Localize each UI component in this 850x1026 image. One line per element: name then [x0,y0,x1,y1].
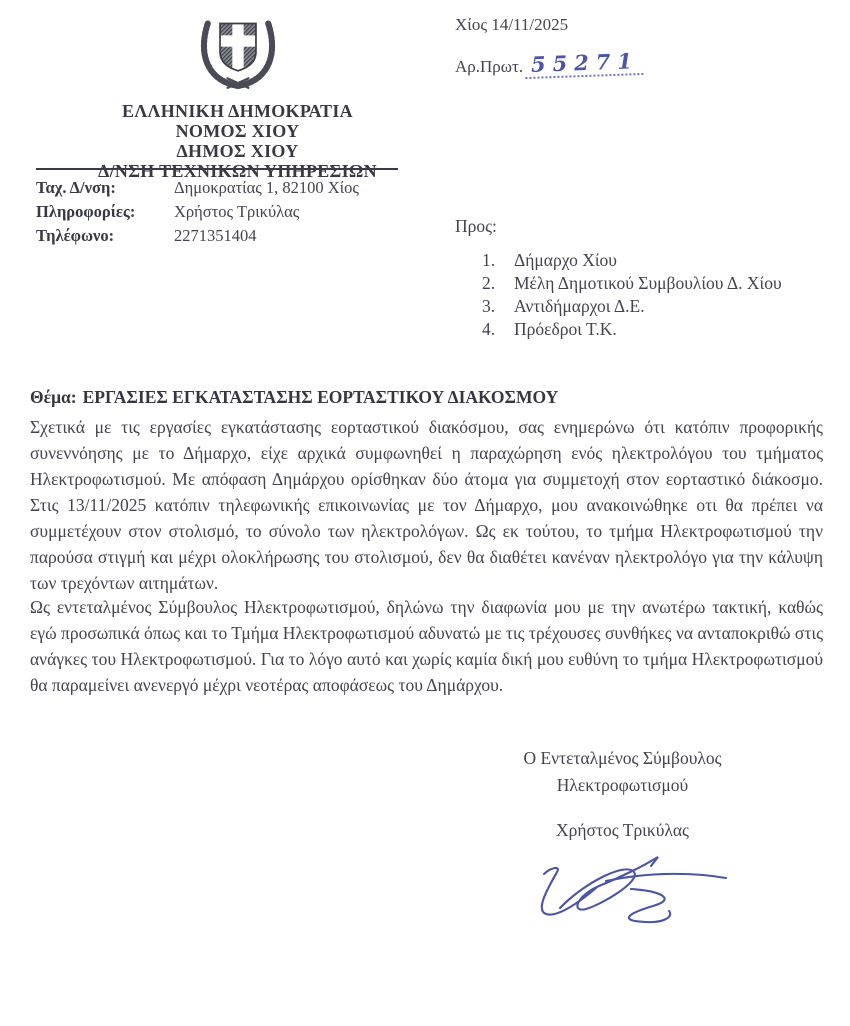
recipient-number: 1. [482,250,496,270]
org-line-directorate: Δ/ΝΣΗ ΤΕΧΝΙΚΩΝ ΥΠΗΡΕΣΙΩΝ [98,161,377,181]
info-value: Χρήστος Τρικύλας [174,202,300,221]
org-line-prefecture: ΝΟΜΟΣ ΧΙΟΥ [175,121,300,141]
greek-coat-of-arms-icon [30,10,445,95]
info-label: Πληροφορίες: [36,202,136,221]
recipients-label: Προς: [455,216,497,236]
protocol-label: Αρ.Πρωτ. [455,57,524,76]
recipient-text: Πρόεδροι Τ.Κ. [514,319,617,339]
recipient-number: 4. [482,319,496,339]
contact-row-address [36,176,446,200]
recipient-item [482,272,822,295]
address-value: Δημοκρατίας 1, 82100 Χίος [174,178,359,197]
signature-name: Χρήστος Τρικύλας [556,820,689,840]
recipient-text: Μέλη Δημοτικού Συμβουλίου Δ. Χίου [514,273,782,293]
letterhead [30,10,445,181]
letterhead-divider [36,168,398,170]
recipient-number: 2. [482,273,496,293]
body-paragraph-2: Ως εντεταλμένος Σύμβουλος Ηλεκτροφωτισμού, δηλώνω την διαφωνία μου με την ανωτέρω τακτική, καθώς εγώ προσωπικά όπως και το Τμήμα Ηλεκτροφωτισμού αδυνατώ με τις τρέχουσες συνθήκες να ανταποκριθώ στις ανάγκες του Ηλεκτροφωτισμού. Για το λόγο αυτό και χωρίς καμία δική μου ευθύνη το τμήμα Ηλεκτροφωτισμού θα παραμείνει ανενεργό μέχρι νεοτέρας αποφάσεως του Δημάρχου. [30,597,823,695]
contact-row-info [36,200,446,224]
contact-row-phone [36,224,446,248]
signature-title-line1: Ο Εντεταλμένος Σύμβουλος [523,748,722,768]
protocol-field [455,48,643,77]
signature-title-line2: Ηλεκτροφωτισμού [556,775,689,795]
phone-value: 2271351404 [174,226,257,245]
subject-text: ΕΡΓΑΣΙΕΣ ΕΓΚΑΤΑΣΤΑΣΗΣ ΕΟΡΤΑΣΤΙΚΟΥ ΔΙΑΚΟΣΜΟΥ [82,387,559,407]
recipient-item [482,249,822,272]
address-label: Ταχ. Δ/νση: [36,178,116,197]
subject-label: Θέμα: [30,387,77,407]
recipient-text: Αντιδήμαρχοι Δ.Ε. [514,296,645,316]
body-paragraph-1: Σχετικά με τις εργασίες εγκατάστασης εορταστικού διακόσμου, σας ενημερώνω ότι κατόπιν προφορικής συνεννόησης με το Δήμαρχο, είχε αρχικά συμφωνηθεί η παραχώρηση ενός ηλεκτρολόγου του τμήματος Ηλεκτροφωτισμού. Με απόφαση Δημάρχου ορίσθηκαν δύο άτομα για συμμετοχή στον εορταστικό διάκοσμο. Στις 13/11/2025 κατόπιν τηλεφωνικής επικοινωνίας με τον Δήμαρχο, μου ανακοινώθηκε οτι θα πρέπει να συμμετέχουν στον στολισμό, το σύνολο των ηλεκτρολόγων. Ως εκ τούτου, το τμήμα Ηλεκτροφωτισμού την παρούσα στιγμή και μέχρι ολοκλήρωσης του στολισμού, δεν θα διαθέτει κανέναν ηλεκτρολόγο για την κάλυψη των τρεχόντων αιτημάτων. [30,417,823,593]
contact-info [36,176,446,248]
subject-line [30,387,823,408]
recipient-item [482,295,822,318]
recipient-text: Δήμαρχο Χίου [514,250,617,270]
recipients-list [482,249,822,341]
signature-title [455,745,790,799]
date-line: Χίος 14/11/2025 [455,15,569,34]
org-line-republic: ΕΛΛΗΝΙΚΗ ΔΗΜΟΚΡΑΤΙΑ [122,101,353,121]
protocol-number-handwritten: 55271 [525,50,644,79]
recipient-number: 3. [482,296,496,316]
phone-label: Τηλέφωνο: [36,226,115,245]
handwritten-signature [530,850,735,935]
recipient-item [482,318,822,341]
org-line-municipality: ΔΗΜΟΣ ΧΙΟΥ [176,141,299,161]
